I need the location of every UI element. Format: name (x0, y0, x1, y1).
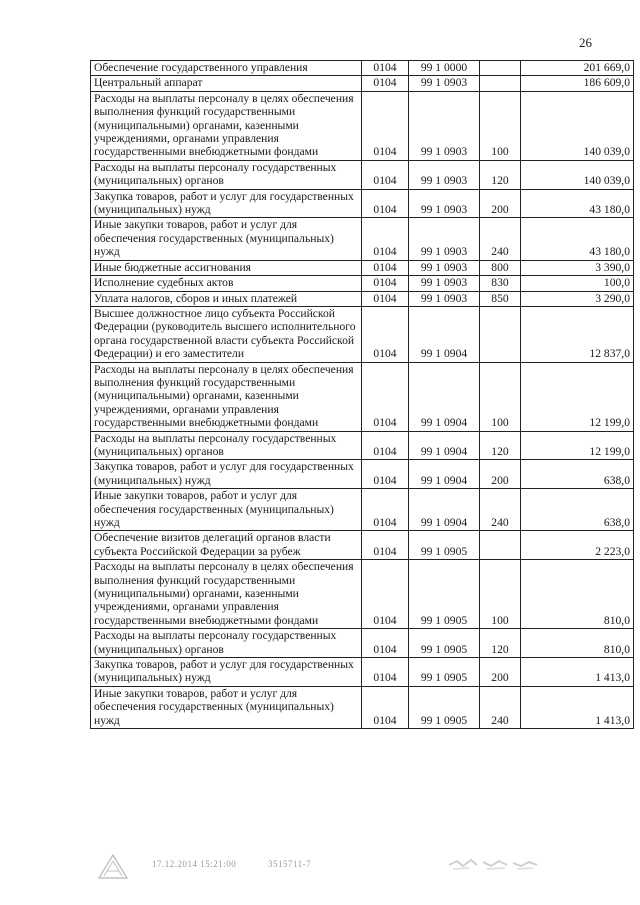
expense-name-cell: Расходы на выплаты персоналу в целях обеспечения выполнения функций государственными (муниципальными) органами, казенными учреждениями, органами управления государственными внебюджетными фондами (91, 91, 362, 160)
expense-name-cell: Закупка товаров, работ и услуг для государственных (муниципальных) нужд (91, 460, 362, 489)
expense-name-cell: Расходы на выплаты персоналу государственных (муниципальных) органов (91, 629, 362, 658)
table-row (91, 431, 634, 460)
section-code-cell: 0104 (362, 306, 409, 362)
expense-type-code-cell: 120 (480, 629, 521, 658)
expense-name-cell: Исполнение судебных актов (91, 276, 362, 291)
section-code-cell: 0104 (362, 76, 409, 91)
amount-cell: 638,0 (521, 460, 634, 489)
table-row (91, 76, 634, 91)
expense-type-code-cell: 800 (480, 260, 521, 275)
table-row (91, 91, 634, 160)
section-code-cell: 0104 (362, 686, 409, 728)
amount-cell: 43 180,0 (521, 218, 634, 260)
scanner-logo-icon (93, 852, 133, 882)
expense-name-cell: Иные закупки товаров, работ и услуг для обеспечения государственных (муниципальных) нужд (91, 489, 362, 531)
expense-name-cell: Расходы на выплаты персоналу государственных (муниципальных) органов (91, 431, 362, 460)
table-row (91, 658, 634, 687)
section-code-cell: 0104 (362, 189, 409, 218)
expense-type-code-cell: 100 (480, 91, 521, 160)
expense-type-code-cell: 100 (480, 362, 521, 431)
article-code-cell: 99 1 0000 (409, 61, 480, 76)
table-row (91, 260, 634, 275)
table-row (91, 686, 634, 728)
section-code-cell: 0104 (362, 489, 409, 531)
expense-name-cell: Обеспечение государственного управления (91, 61, 362, 76)
expense-name-cell: Закупка товаров, работ и услуг для государственных (муниципальных) нужд (91, 189, 362, 218)
footer-document-id: 3515711-7 (268, 859, 312, 869)
budget-table (90, 60, 634, 729)
amount-cell: 12 837,0 (521, 306, 634, 362)
table-row (91, 276, 634, 291)
article-code-cell: 99 1 0903 (409, 276, 480, 291)
section-code-cell: 0104 (362, 658, 409, 687)
expense-name-cell: Обеспечение визитов делегаций органов власти субъекта Российской Федерации за рубеж (91, 531, 362, 560)
amount-cell: 140 039,0 (521, 91, 634, 160)
table-row (91, 291, 634, 306)
amount-cell: 1 413,0 (521, 686, 634, 728)
expense-type-code-cell: 240 (480, 489, 521, 531)
expense-name-cell: Иные закупки товаров, работ и услуг для обеспечения государственных (муниципальных) нужд (91, 218, 362, 260)
expense-name-cell: Центральный аппарат (91, 76, 362, 91)
amount-cell: 810,0 (521, 629, 634, 658)
table-row (91, 218, 634, 260)
expense-name-cell: Расходы на выплаты персоналу в целях обеспечения выполнения функций государственными (муниципальными) органами, казенными учреждениями, органами управления государственными внебюджетными фондами (91, 362, 362, 431)
expense-type-code-cell: 100 (480, 560, 521, 629)
article-code-cell: 99 1 0904 (409, 489, 480, 531)
amount-cell: 3 290,0 (521, 291, 634, 306)
section-code-cell: 0104 (362, 260, 409, 275)
section-code-cell: 0104 (362, 531, 409, 560)
article-code-cell: 99 1 0905 (409, 686, 480, 728)
section-code-cell: 0104 (362, 431, 409, 460)
expense-type-code-cell (480, 306, 521, 362)
table-row (91, 560, 634, 629)
expense-type-code-cell: 200 (480, 460, 521, 489)
amount-cell: 1 413,0 (521, 658, 634, 687)
article-code-cell: 99 1 0904 (409, 431, 480, 460)
expense-type-code-cell (480, 531, 521, 560)
expense-type-code-cell: 200 (480, 189, 521, 218)
expense-name-cell: Уплата налогов, сборов и иных платежей (91, 291, 362, 306)
table-row (91, 189, 634, 218)
article-code-cell: 99 1 0904 (409, 306, 480, 362)
budget-table-body (91, 61, 634, 729)
article-code-cell: 99 1 0903 (409, 218, 480, 260)
amount-cell: 12 199,0 (521, 431, 634, 460)
article-code-cell: 99 1 0903 (409, 291, 480, 306)
article-code-cell: 99 1 0903 (409, 76, 480, 91)
expense-type-code-cell: 240 (480, 218, 521, 260)
expense-type-code-cell (480, 76, 521, 91)
expense-type-code-cell: 850 (480, 291, 521, 306)
article-code-cell: 99 1 0905 (409, 629, 480, 658)
section-code-cell: 0104 (362, 61, 409, 76)
article-code-cell: 99 1 0904 (409, 460, 480, 489)
section-code-cell: 0104 (362, 91, 409, 160)
amount-cell: 2 223,0 (521, 531, 634, 560)
expense-type-code-cell: 120 (480, 431, 521, 460)
amount-cell: 140 039,0 (521, 160, 634, 189)
section-code-cell: 0104 (362, 291, 409, 306)
amount-cell: 100,0 (521, 276, 634, 291)
expense-type-code-cell: 240 (480, 686, 521, 728)
article-code-cell: 99 1 0905 (409, 531, 480, 560)
page-number: 26 (579, 35, 592, 50)
amount-cell: 186 609,0 (521, 76, 634, 91)
expense-name-cell: Расходы на выплаты персоналу государственных (муниципальных) органов (91, 160, 362, 189)
expense-name-cell: Иные закупки товаров, работ и услуг для обеспечения государственных (муниципальных) нужд (91, 686, 362, 728)
table-row (91, 531, 634, 560)
expense-type-code-cell: 830 (480, 276, 521, 291)
expense-name-cell: Расходы на выплаты персоналу в целях обеспечения выполнения функций государственными (муниципальными) органами, казенными учреждениями, органами управления государственными внебюджетными фондами (91, 560, 362, 629)
section-code-cell: 0104 (362, 160, 409, 189)
expense-name-cell: Высшее должностное лицо субъекта Российской Федерации (руководитель высшего исполнительного органа государственной власти субъекта Российской Федерации) и его заместители (91, 306, 362, 362)
amount-cell: 43 180,0 (521, 189, 634, 218)
expense-type-code-cell (480, 61, 521, 76)
expense-name-cell: Закупка товаров, работ и услуг для государственных (муниципальных) нужд (91, 658, 362, 687)
table-row (91, 160, 634, 189)
footer-timestamp: 17.12.2014 15:21:00 (152, 859, 237, 869)
article-code-cell: 99 1 0903 (409, 91, 480, 160)
expense-name-cell: Иные бюджетные ассигнования (91, 260, 362, 275)
table-row (91, 460, 634, 489)
section-code-cell: 0104 (362, 362, 409, 431)
section-code-cell: 0104 (362, 629, 409, 658)
section-code-cell: 0104 (362, 560, 409, 629)
article-code-cell: 99 1 0904 (409, 362, 480, 431)
expense-type-code-cell: 200 (480, 658, 521, 687)
amount-cell: 12 199,0 (521, 362, 634, 431)
table-row (91, 362, 634, 431)
table-row (91, 306, 634, 362)
amount-cell: 638,0 (521, 489, 634, 531)
amount-cell: 3 390,0 (521, 260, 634, 275)
table-row (91, 61, 634, 76)
amount-cell: 810,0 (521, 560, 634, 629)
article-code-cell: 99 1 0905 (409, 658, 480, 687)
scan-noise-mark (447, 853, 539, 873)
section-code-cell: 0104 (362, 460, 409, 489)
table-row (91, 489, 634, 531)
section-code-cell: 0104 (362, 218, 409, 260)
expense-type-code-cell: 120 (480, 160, 521, 189)
amount-cell: 201 669,0 (521, 61, 634, 76)
section-code-cell: 0104 (362, 276, 409, 291)
table-row (91, 629, 634, 658)
article-code-cell: 99 1 0905 (409, 560, 480, 629)
article-code-cell: 99 1 0903 (409, 160, 480, 189)
article-code-cell: 99 1 0903 (409, 260, 480, 275)
article-code-cell: 99 1 0903 (409, 189, 480, 218)
